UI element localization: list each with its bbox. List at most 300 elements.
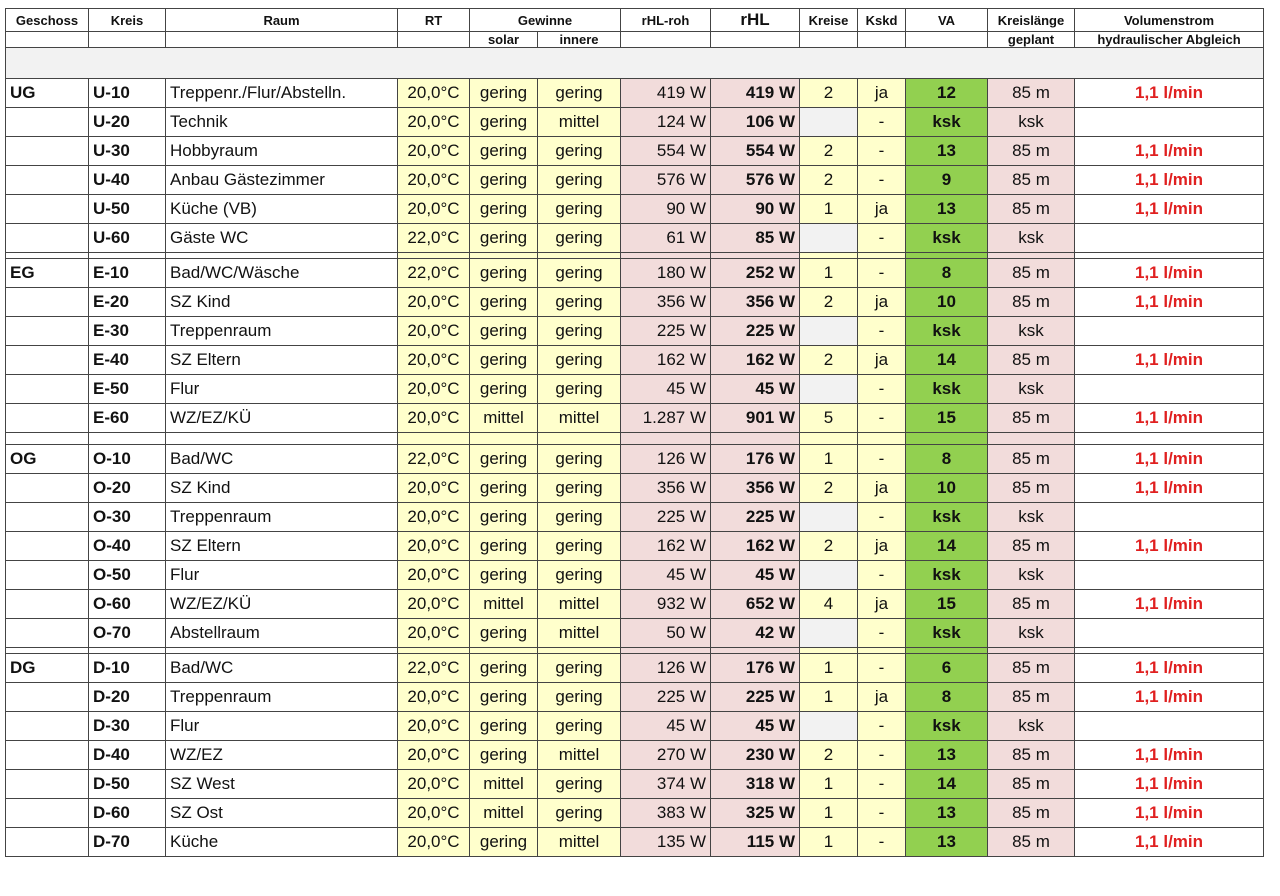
kreis-cell[interactable]: E-30 — [89, 317, 166, 346]
innere-cell[interactable]: mittel — [538, 741, 621, 770]
kreislaenge-cell[interactable]: 85 m — [988, 195, 1075, 224]
kreis-cell[interactable]: D-50 — [89, 770, 166, 799]
kreis-cell[interactable]: U-40 — [89, 166, 166, 195]
kreislaenge-cell[interactable]: 85 m — [988, 828, 1075, 857]
kreislaenge-cell[interactable]: ksk — [988, 375, 1075, 404]
kskd-cell[interactable]: - — [858, 224, 906, 253]
solar-cell[interactable]: gering — [470, 474, 538, 503]
solar-cell[interactable]: gering — [470, 375, 538, 404]
rt-cell[interactable]: 20,0°C — [398, 288, 470, 317]
kskd-cell[interactable]: ja — [858, 683, 906, 712]
solar-cell[interactable]: gering — [470, 346, 538, 375]
kreise-cell[interactable]: 2 — [800, 474, 858, 503]
va-cell[interactable]: 10 — [906, 474, 988, 503]
va-cell[interactable]: 13 — [906, 195, 988, 224]
kskd-cell[interactable]: ja — [858, 532, 906, 561]
volumenstrom-cell[interactable]: 1,1 l/min — [1075, 346, 1264, 375]
innere-cell[interactable]: gering — [538, 799, 621, 828]
raum-cell[interactable]: Bad/WC — [166, 445, 398, 474]
kreislaenge-cell[interactable]: ksk — [988, 712, 1075, 741]
innere-cell[interactable]: gering — [538, 770, 621, 799]
rt-cell[interactable]: 20,0°C — [398, 561, 470, 590]
innere-cell[interactable]: gering — [538, 654, 621, 683]
rhl-cell[interactable]: 85 W — [711, 224, 800, 253]
volumenstrom-cell[interactable] — [1075, 108, 1264, 137]
solar-cell[interactable]: gering — [470, 108, 538, 137]
kreislaenge-cell[interactable]: 85 m — [988, 259, 1075, 288]
kreis-cell[interactable]: U-10 — [89, 79, 166, 108]
kreislaenge-cell[interactable]: ksk — [988, 503, 1075, 532]
rhl-roh-cell[interactable]: 356 W — [621, 288, 711, 317]
rhl-roh-cell[interactable]: 180 W — [621, 259, 711, 288]
kskd-cell[interactable]: - — [858, 712, 906, 741]
rhl-cell[interactable]: 652 W — [711, 590, 800, 619]
va-cell[interactable]: 9 — [906, 166, 988, 195]
volumenstrom-cell[interactable]: 1,1 l/min — [1075, 741, 1264, 770]
raum-cell[interactable]: Abstellraum — [166, 619, 398, 648]
rhl-cell[interactable]: 419 W — [711, 79, 800, 108]
kreis-cell[interactable]: O-50 — [89, 561, 166, 590]
kreise-cell[interactable]: 2 — [800, 166, 858, 195]
volumenstrom-cell[interactable]: 1,1 l/min — [1075, 166, 1264, 195]
rt-cell[interactable]: 20,0°C — [398, 741, 470, 770]
kreislaenge-cell[interactable]: 85 m — [988, 79, 1075, 108]
rhl-cell[interactable]: 42 W — [711, 619, 800, 648]
kreislaenge-cell[interactable]: 85 m — [988, 654, 1075, 683]
solar-cell[interactable]: gering — [470, 503, 538, 532]
kreislaenge-cell[interactable]: 85 m — [988, 288, 1075, 317]
va-cell[interactable]: 8 — [906, 445, 988, 474]
kskd-cell[interactable]: - — [858, 503, 906, 532]
kreis-cell[interactable]: U-20 — [89, 108, 166, 137]
va-cell[interactable]: 13 — [906, 828, 988, 857]
solar-cell[interactable]: gering — [470, 288, 538, 317]
kreis-cell[interactable]: O-70 — [89, 619, 166, 648]
rhl-cell[interactable]: 318 W — [711, 770, 800, 799]
rt-cell[interactable]: 20,0°C — [398, 195, 470, 224]
innere-cell[interactable]: gering — [538, 346, 621, 375]
kreis-cell[interactable]: O-40 — [89, 532, 166, 561]
volumenstrom-cell[interactable] — [1075, 619, 1264, 648]
kreis-cell[interactable]: D-10 — [89, 654, 166, 683]
kreise-cell[interactable]: 1 — [800, 828, 858, 857]
va-cell[interactable]: 8 — [906, 683, 988, 712]
kreise-cell[interactable] — [800, 561, 858, 590]
kreise-cell[interactable]: 2 — [800, 79, 858, 108]
solar-cell[interactable]: gering — [470, 259, 538, 288]
rhl-cell[interactable]: 554 W — [711, 137, 800, 166]
volumenstrom-cell[interactable]: 1,1 l/min — [1075, 288, 1264, 317]
rhl-roh-cell[interactable]: 356 W — [621, 474, 711, 503]
va-cell[interactable]: 14 — [906, 532, 988, 561]
solar-cell[interactable]: gering — [470, 619, 538, 648]
va-cell[interactable]: 13 — [906, 137, 988, 166]
solar-cell[interactable]: mittel — [470, 590, 538, 619]
innere-cell[interactable]: gering — [538, 474, 621, 503]
va-cell[interactable]: ksk — [906, 561, 988, 590]
kreislaenge-cell[interactable]: ksk — [988, 619, 1075, 648]
raum-cell[interactable]: Flur — [166, 375, 398, 404]
rt-cell[interactable]: 20,0°C — [398, 474, 470, 503]
solar-cell[interactable]: gering — [470, 445, 538, 474]
rhl-roh-cell[interactable]: 126 W — [621, 654, 711, 683]
raum-cell[interactable]: Technik — [166, 108, 398, 137]
kreislaenge-cell[interactable]: ksk — [988, 317, 1075, 346]
volumenstrom-cell[interactable]: 1,1 l/min — [1075, 799, 1264, 828]
rhl-roh-cell[interactable]: 162 W — [621, 346, 711, 375]
solar-cell[interactable]: gering — [470, 828, 538, 857]
raum-cell[interactable]: SZ Ost — [166, 799, 398, 828]
volumenstrom-cell[interactable]: 1,1 l/min — [1075, 474, 1264, 503]
raum-cell[interactable]: Bad/WC/Wäsche — [166, 259, 398, 288]
kreislaenge-cell[interactable]: 85 m — [988, 590, 1075, 619]
solar-cell[interactable]: gering — [470, 654, 538, 683]
va-cell[interactable]: 10 — [906, 288, 988, 317]
kskd-cell[interactable]: - — [858, 561, 906, 590]
kreise-cell[interactable] — [800, 619, 858, 648]
innere-cell[interactable]: gering — [538, 317, 621, 346]
rhl-roh-cell[interactable]: 61 W — [621, 224, 711, 253]
kreise-cell[interactable]: 2 — [800, 288, 858, 317]
rhl-roh-cell[interactable]: 554 W — [621, 137, 711, 166]
kreis-cell[interactable]: O-60 — [89, 590, 166, 619]
rhl-roh-cell[interactable]: 576 W — [621, 166, 711, 195]
rhl-roh-cell[interactable]: 162 W — [621, 532, 711, 561]
rhl-cell[interactable]: 45 W — [711, 712, 800, 741]
kskd-cell[interactable]: ja — [858, 590, 906, 619]
innere-cell[interactable]: mittel — [538, 619, 621, 648]
rhl-cell[interactable]: 252 W — [711, 259, 800, 288]
innere-cell[interactable]: gering — [538, 79, 621, 108]
va-cell[interactable]: 13 — [906, 741, 988, 770]
rhl-cell[interactable]: 176 W — [711, 654, 800, 683]
kreis-cell[interactable]: D-20 — [89, 683, 166, 712]
rhl-cell[interactable]: 176 W — [711, 445, 800, 474]
rhl-cell[interactable]: 45 W — [711, 561, 800, 590]
rt-cell[interactable]: 20,0°C — [398, 79, 470, 108]
kreis-cell[interactable]: E-10 — [89, 259, 166, 288]
kreislaenge-cell[interactable]: ksk — [988, 224, 1075, 253]
kskd-cell[interactable]: - — [858, 619, 906, 648]
va-cell[interactable]: 12 — [906, 79, 988, 108]
va-cell[interactable]: ksk — [906, 619, 988, 648]
va-cell[interactable]: ksk — [906, 224, 988, 253]
rhl-roh-cell[interactable]: 45 W — [621, 712, 711, 741]
raum-cell[interactable]: Küche — [166, 828, 398, 857]
kskd-cell[interactable]: - — [858, 741, 906, 770]
kreis-cell[interactable]: E-40 — [89, 346, 166, 375]
kreise-cell[interactable]: 2 — [800, 137, 858, 166]
va-cell[interactable]: 8 — [906, 259, 988, 288]
rhl-cell[interactable]: 356 W — [711, 474, 800, 503]
kreise-cell[interactable]: 4 — [800, 590, 858, 619]
va-cell[interactable]: 13 — [906, 799, 988, 828]
innere-cell[interactable]: gering — [538, 259, 621, 288]
rt-cell[interactable]: 22,0°C — [398, 654, 470, 683]
rt-cell[interactable]: 20,0°C — [398, 137, 470, 166]
rt-cell[interactable]: 20,0°C — [398, 346, 470, 375]
kskd-cell[interactable]: - — [858, 828, 906, 857]
kreise-cell[interactable]: 1 — [800, 770, 858, 799]
rhl-roh-cell[interactable]: 135 W — [621, 828, 711, 857]
rhl-cell[interactable]: 90 W — [711, 195, 800, 224]
kreislaenge-cell[interactable]: 85 m — [988, 741, 1075, 770]
kskd-cell[interactable]: ja — [858, 195, 906, 224]
rt-cell[interactable]: 20,0°C — [398, 166, 470, 195]
rhl-cell[interactable]: 162 W — [711, 346, 800, 375]
rhl-cell[interactable]: 325 W — [711, 799, 800, 828]
rt-cell[interactable]: 22,0°C — [398, 224, 470, 253]
va-cell[interactable]: 15 — [906, 590, 988, 619]
raum-cell[interactable]: Bad/WC — [166, 654, 398, 683]
innere-cell[interactable]: gering — [538, 683, 621, 712]
raum-cell[interactable]: SZ West — [166, 770, 398, 799]
innere-cell[interactable]: gering — [538, 532, 621, 561]
kreis-cell[interactable]: E-20 — [89, 288, 166, 317]
rhl-cell[interactable]: 45 W — [711, 375, 800, 404]
kreis-cell[interactable]: E-60 — [89, 404, 166, 433]
kreislaenge-cell[interactable]: 85 m — [988, 346, 1075, 375]
rhl-roh-cell[interactable]: 225 W — [621, 683, 711, 712]
innere-cell[interactable]: gering — [538, 195, 621, 224]
kreislaenge-cell[interactable]: 85 m — [988, 166, 1075, 195]
rt-cell[interactable]: 20,0°C — [398, 712, 470, 741]
rhl-cell[interactable]: 230 W — [711, 741, 800, 770]
kskd-cell[interactable]: ja — [858, 474, 906, 503]
rt-cell[interactable]: 20,0°C — [398, 532, 470, 561]
kskd-cell[interactable]: ja — [858, 288, 906, 317]
rhl-cell[interactable]: 225 W — [711, 503, 800, 532]
innere-cell[interactable]: mittel — [538, 404, 621, 433]
kreise-cell[interactable]: 1 — [800, 445, 858, 474]
solar-cell[interactable]: gering — [470, 79, 538, 108]
volumenstrom-cell[interactable]: 1,1 l/min — [1075, 404, 1264, 433]
rhl-cell[interactable]: 225 W — [711, 683, 800, 712]
raum-cell[interactable]: WZ/EZ — [166, 741, 398, 770]
va-cell[interactable]: ksk — [906, 375, 988, 404]
raum-cell[interactable]: Hobbyraum — [166, 137, 398, 166]
rhl-roh-cell[interactable]: 50 W — [621, 619, 711, 648]
solar-cell[interactable]: gering — [470, 532, 538, 561]
solar-cell[interactable]: gering — [470, 317, 538, 346]
kreise-cell[interactable] — [800, 712, 858, 741]
kskd-cell[interactable]: - — [858, 654, 906, 683]
kreise-cell[interactable] — [800, 224, 858, 253]
kskd-cell[interactable]: - — [858, 404, 906, 433]
rhl-cell[interactable]: 106 W — [711, 108, 800, 137]
solar-cell[interactable]: gering — [470, 137, 538, 166]
volumenstrom-cell[interactable]: 1,1 l/min — [1075, 590, 1264, 619]
volumenstrom-cell[interactable]: 1,1 l/min — [1075, 770, 1264, 799]
kreislaenge-cell[interactable]: 85 m — [988, 445, 1075, 474]
kreis-cell[interactable]: D-70 — [89, 828, 166, 857]
solar-cell[interactable]: gering — [470, 561, 538, 590]
solar-cell[interactable]: mittel — [470, 770, 538, 799]
raum-cell[interactable]: SZ Eltern — [166, 532, 398, 561]
solar-cell[interactable]: gering — [470, 741, 538, 770]
innere-cell[interactable]: mittel — [538, 590, 621, 619]
rhl-roh-cell[interactable]: 124 W — [621, 108, 711, 137]
kreislaenge-cell[interactable]: ksk — [988, 561, 1075, 590]
kreise-cell[interactable]: 1 — [800, 195, 858, 224]
kreislaenge-cell[interactable]: 85 m — [988, 799, 1075, 828]
kskd-cell[interactable]: ja — [858, 79, 906, 108]
volumenstrom-cell[interactable]: 1,1 l/min — [1075, 195, 1264, 224]
rt-cell[interactable]: 20,0°C — [398, 404, 470, 433]
rhl-cell[interactable]: 901 W — [711, 404, 800, 433]
raum-cell[interactable]: SZ Kind — [166, 474, 398, 503]
raum-cell[interactable]: WZ/EZ/KÜ — [166, 590, 398, 619]
volumenstrom-cell[interactable]: 1,1 l/min — [1075, 683, 1264, 712]
va-cell[interactable]: 14 — [906, 346, 988, 375]
kreislaenge-cell[interactable]: 85 m — [988, 137, 1075, 166]
rhl-roh-cell[interactable]: 419 W — [621, 79, 711, 108]
rhl-roh-cell[interactable]: 45 W — [621, 561, 711, 590]
innere-cell[interactable]: mittel — [538, 108, 621, 137]
kreislaenge-cell[interactable]: ksk — [988, 108, 1075, 137]
volumenstrom-cell[interactable]: 1,1 l/min — [1075, 654, 1264, 683]
volumenstrom-cell[interactable]: 1,1 l/min — [1075, 259, 1264, 288]
va-cell[interactable]: ksk — [906, 712, 988, 741]
solar-cell[interactable]: mittel — [470, 404, 538, 433]
kskd-cell[interactable]: - — [858, 166, 906, 195]
kreise-cell[interactable]: 1 — [800, 683, 858, 712]
innere-cell[interactable]: gering — [538, 445, 621, 474]
rt-cell[interactable]: 20,0°C — [398, 503, 470, 532]
kreis-cell[interactable]: O-10 — [89, 445, 166, 474]
volumenstrom-cell[interactable] — [1075, 224, 1264, 253]
raum-cell[interactable]: SZ Kind — [166, 288, 398, 317]
rt-cell[interactable]: 20,0°C — [398, 770, 470, 799]
kreise-cell[interactable]: 2 — [800, 346, 858, 375]
rhl-cell[interactable]: 356 W — [711, 288, 800, 317]
innere-cell[interactable]: gering — [538, 561, 621, 590]
rt-cell[interactable]: 20,0°C — [398, 683, 470, 712]
solar-cell[interactable]: gering — [470, 166, 538, 195]
rt-cell[interactable]: 20,0°C — [398, 590, 470, 619]
rhl-roh-cell[interactable]: 932 W — [621, 590, 711, 619]
kreise-cell[interactable]: 1 — [800, 654, 858, 683]
kskd-cell[interactable]: - — [858, 445, 906, 474]
kreise-cell[interactable]: 2 — [800, 741, 858, 770]
kreis-cell[interactable]: D-60 — [89, 799, 166, 828]
volumenstrom-cell[interactable] — [1075, 375, 1264, 404]
kskd-cell[interactable]: - — [858, 317, 906, 346]
kreislaenge-cell[interactable]: 85 m — [988, 474, 1075, 503]
solar-cell[interactable]: gering — [470, 712, 538, 741]
innere-cell[interactable]: gering — [538, 224, 621, 253]
rhl-roh-cell[interactable]: 45 W — [621, 375, 711, 404]
rhl-cell[interactable]: 115 W — [711, 828, 800, 857]
raum-cell[interactable]: Treppenraum — [166, 683, 398, 712]
kreis-cell[interactable]: U-50 — [89, 195, 166, 224]
rhl-roh-cell[interactable]: 374 W — [621, 770, 711, 799]
innere-cell[interactable]: gering — [538, 503, 621, 532]
rhl-roh-cell[interactable]: 126 W — [621, 445, 711, 474]
solar-cell[interactable]: gering — [470, 683, 538, 712]
kreise-cell[interactable]: 2 — [800, 532, 858, 561]
kskd-cell[interactable]: - — [858, 108, 906, 137]
kreise-cell[interactable]: 5 — [800, 404, 858, 433]
rhl-roh-cell[interactable]: 90 W — [621, 195, 711, 224]
kskd-cell[interactable]: - — [858, 137, 906, 166]
raum-cell[interactable]: WZ/EZ/KÜ — [166, 404, 398, 433]
volumenstrom-cell[interactable]: 1,1 l/min — [1075, 79, 1264, 108]
kreis-cell[interactable]: D-30 — [89, 712, 166, 741]
volumenstrom-cell[interactable]: 1,1 l/min — [1075, 532, 1264, 561]
va-cell[interactable]: ksk — [906, 108, 988, 137]
kreise-cell[interactable]: 1 — [800, 799, 858, 828]
raum-cell[interactable]: Flur — [166, 561, 398, 590]
rt-cell[interactable]: 20,0°C — [398, 375, 470, 404]
rhl-roh-cell[interactable]: 383 W — [621, 799, 711, 828]
kreise-cell[interactable] — [800, 108, 858, 137]
kskd-cell[interactable]: - — [858, 799, 906, 828]
raum-cell[interactable]: SZ Eltern — [166, 346, 398, 375]
raum-cell[interactable]: Flur — [166, 712, 398, 741]
rhl-roh-cell[interactable]: 225 W — [621, 503, 711, 532]
rt-cell[interactable]: 22,0°C — [398, 445, 470, 474]
rt-cell[interactable]: 20,0°C — [398, 619, 470, 648]
va-cell[interactable]: 15 — [906, 404, 988, 433]
innere-cell[interactable]: gering — [538, 137, 621, 166]
rt-cell[interactable]: 20,0°C — [398, 828, 470, 857]
volumenstrom-cell[interactable]: 1,1 l/min — [1075, 445, 1264, 474]
va-cell[interactable]: ksk — [906, 317, 988, 346]
kreis-cell[interactable]: O-30 — [89, 503, 166, 532]
kreislaenge-cell[interactable]: 85 m — [988, 404, 1075, 433]
rhl-roh-cell[interactable]: 1.287 W — [621, 404, 711, 433]
volumenstrom-cell[interactable]: 1,1 l/min — [1075, 137, 1264, 166]
rt-cell[interactable]: 22,0°C — [398, 259, 470, 288]
rhl-cell[interactable]: 576 W — [711, 166, 800, 195]
volumenstrom-cell[interactable] — [1075, 712, 1264, 741]
raum-cell[interactable]: Treppenraum — [166, 317, 398, 346]
raum-cell[interactable]: Küche (VB) — [166, 195, 398, 224]
rhl-cell[interactable]: 162 W — [711, 532, 800, 561]
kreise-cell[interactable] — [800, 503, 858, 532]
solar-cell[interactable]: gering — [470, 224, 538, 253]
kreise-cell[interactable]: 1 — [800, 259, 858, 288]
va-cell[interactable]: 14 — [906, 770, 988, 799]
rt-cell[interactable]: 20,0°C — [398, 799, 470, 828]
innere-cell[interactable]: gering — [538, 288, 621, 317]
innere-cell[interactable]: mittel — [538, 828, 621, 857]
volumenstrom-cell[interactable] — [1075, 561, 1264, 590]
rhl-roh-cell[interactable]: 270 W — [621, 741, 711, 770]
raum-cell[interactable]: Treppenr./Flur/Abstelln. — [166, 79, 398, 108]
va-cell[interactable]: ksk — [906, 503, 988, 532]
innere-cell[interactable]: gering — [538, 166, 621, 195]
kskd-cell[interactable]: ja — [858, 346, 906, 375]
solar-cell[interactable]: gering — [470, 195, 538, 224]
rt-cell[interactable]: 20,0°C — [398, 317, 470, 346]
kreis-cell[interactable]: E-50 — [89, 375, 166, 404]
kreis-cell[interactable]: D-40 — [89, 741, 166, 770]
raum-cell[interactable]: Anbau Gästezimmer — [166, 166, 398, 195]
raum-cell[interactable]: Gäste WC — [166, 224, 398, 253]
kreise-cell[interactable] — [800, 375, 858, 404]
solar-cell[interactable]: mittel — [470, 799, 538, 828]
va-cell[interactable]: 6 — [906, 654, 988, 683]
innere-cell[interactable]: gering — [538, 375, 621, 404]
raum-cell[interactable]: Treppenraum — [166, 503, 398, 532]
kreislaenge-cell[interactable]: 85 m — [988, 532, 1075, 561]
kreis-cell[interactable]: U-60 — [89, 224, 166, 253]
rhl-cell[interactable]: 225 W — [711, 317, 800, 346]
kreis-cell[interactable]: U-30 — [89, 137, 166, 166]
volumenstrom-cell[interactable] — [1075, 317, 1264, 346]
